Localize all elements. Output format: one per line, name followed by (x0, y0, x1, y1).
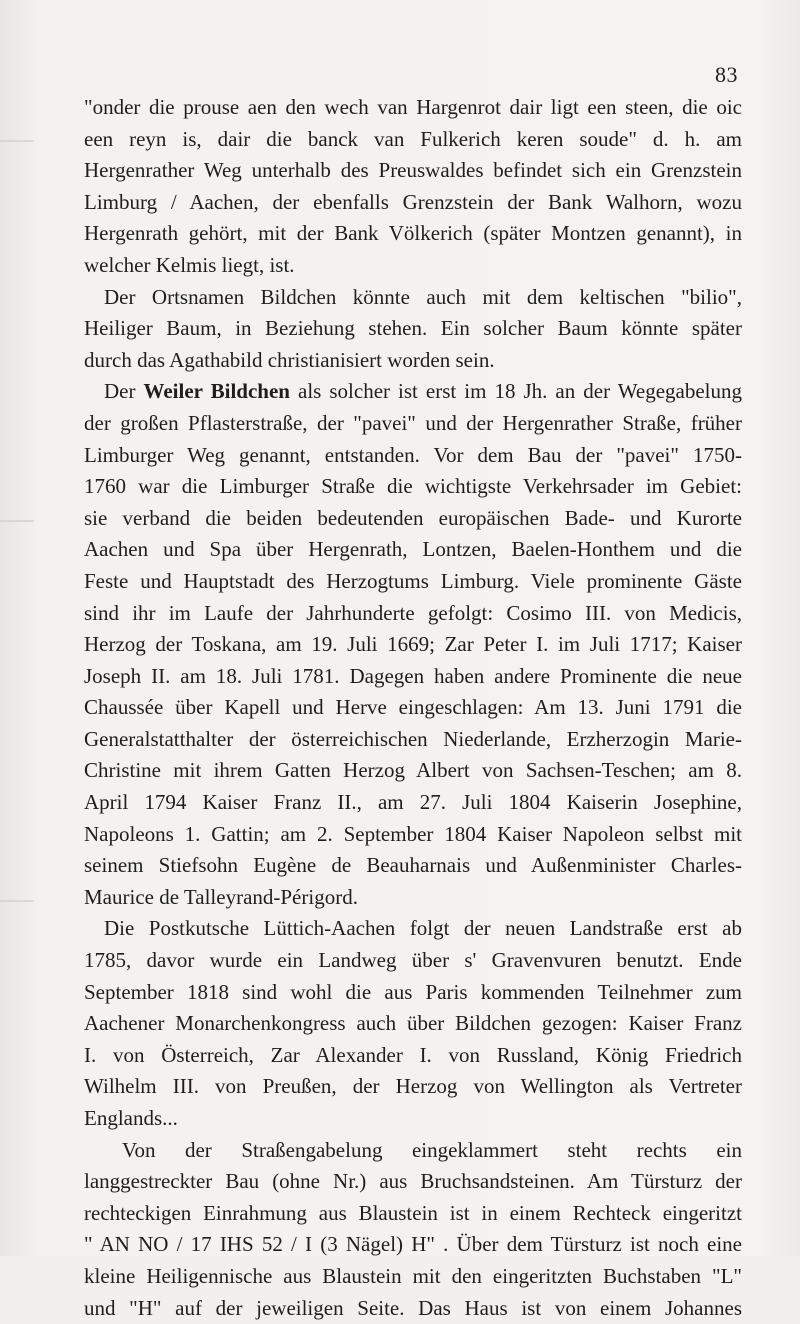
text-run: Der (104, 379, 144, 404)
text-line: " AN NO / 17 IHS 52 / I (3 Nägel) H" . Über dem Türsturz ist noch eine (84, 1232, 742, 1257)
text-line: durch das Agathabild christianisiert worden sein. (84, 347, 495, 372)
text-run: als solcher ist erst im 18 Jh. an der Wegegabelung (290, 379, 742, 404)
bleed-mark (0, 140, 34, 142)
text-line: und "H" auf der jeweiligen Seite. Das Haus ist von einem Johannes (84, 1295, 742, 1320)
text-line: "onder die prouse aen den wech van Hargenrot dair ligt een steen, die oic (84, 95, 742, 119)
text-line: Limburg / Aachen, der ebenfalls Grenzstein der Bank Walhorn, wozu (84, 189, 742, 214)
bleed-mark (0, 520, 34, 522)
text-line: Generalstatthalter der österreichischen Niederlande, Erzherzogin Marie- (84, 726, 742, 751)
bleed-mark (0, 900, 34, 902)
text-line: 1785, davor wurde ein Landweg über s' Gravenvuren benutzt. Ende (84, 948, 742, 973)
paragraph-5 (84, 1135, 742, 1324)
text-line: I. von Österreich, Zar Alexander I. von Russland, König Friedrich (84, 1042, 742, 1067)
text-line: Limburger Weg genannt, entstanden. Vor dem Bau der "pavei" 1750- (84, 442, 742, 467)
text-line: Maurice de Talleyrand-Périgord. (84, 884, 358, 909)
text-line: langgestreckter Bau (ohne Nr.) aus Bruchsandsteinen. Am Türsturz der (84, 1169, 742, 1194)
text-line: Die Postkutsche Lüttich-Aachen folgt der neuen Landstraße erst ab (104, 916, 742, 941)
text-line: Heiliger Baum, in Beziehung stehen. Ein solcher Baum könnte später (84, 316, 742, 341)
text-line: seinem Stiefsohn Eugène de Beauharnais und Außenminister Charles- (84, 853, 742, 878)
text-line: Feste und Hauptstadt des Herzogtums Limburg. Viele prominente Gäste (84, 568, 742, 593)
text-line: Christine mit ihrem Gatten Herzog Albert von Sachsen-Teschen; am 8. (84, 758, 742, 783)
text-line: der großen Pflasterstraße, der "pavei" und der Hergenrather Straße, früher (84, 410, 742, 435)
text-line: Aachen und Spa über Hergenrath, Lontzen, Baelen-Honthem und die (84, 537, 742, 562)
text-line: rechteckigen Einrahmung aus Blaustein ist in einem Rechteck eingeritzt (84, 1200, 742, 1225)
text-line: een reyn is, dair die banck van Fulkerich keren soude" d. h. am (84, 126, 742, 151)
paragraph-4 (84, 913, 742, 1134)
text-line: April 1794 Kaiser Franz II., am 27. Juli 1804 Kaiserin Josephine, (84, 790, 742, 815)
paragraph-2 (84, 282, 742, 377)
bold-term: Weiler Bildchen (143, 379, 290, 404)
text-line: Der Ortsnamen Bildchen könnte auch mit dem keltischen "bilio", (104, 284, 742, 309)
text-line: kleine Heiligennische aus Blaustein mit den eingeritzten Buchstaben "L" (84, 1263, 742, 1288)
text-line: Von der Straßengabelung eingeklammert steht rechts ein (122, 1137, 742, 1162)
text-line: Aachener Monarchenkongress auch über Bildchen gezogen: Kaiser Franz (84, 1011, 742, 1036)
text-line: Joseph II. am 18. Juli 1781. Dagegen haben andere Prominente die neue (84, 663, 742, 688)
text-line: sie verband die beiden bedeutenden europäischen Bade- und Kurorte (84, 505, 742, 530)
text-line: Herzog der Toskana, am 19. Juli 1669; Zar Peter I. im Juli 1717; Kaiser (84, 632, 742, 657)
paragraph-1 (84, 92, 742, 282)
text-line: sind ihr im Laufe der Jahrhunderte gefolgt: Cosimo III. von Medicis, (84, 600, 742, 625)
text-line: September 1818 sind wohl die aus Paris kommenden Teilnehmer zum (84, 979, 742, 1004)
page-number: 83 (715, 62, 738, 87)
paragraph-3 (84, 376, 742, 913)
text-line: 1760 war die Limburger Straße die wichtigste Verkehrsader im Gebiet: (84, 474, 742, 499)
body-text (84, 92, 742, 1324)
text-line: Napoleons 1. Gattin; am 2. September 1804 Kaiser Napoleon selbst mit (84, 821, 742, 846)
text-line: Hergenrather Weg unterhalb des Preuswaldes befindet sich ein Grenzstein (84, 158, 742, 183)
text-line: Englands... (84, 1106, 178, 1130)
text-line: Chaussée über Kapell und Herve eingeschlagen: Am 13. Juni 1791 die (84, 695, 742, 720)
text-line: Hergenrath gehört, mit der Bank Völkerich (später Montzen genannt), in (84, 221, 742, 246)
text-line: welcher Kelmis liegt, ist. (84, 252, 295, 277)
text-line: Wilhelm III. von Preußen, der Herzog von Wellington als Vertreter (84, 1074, 742, 1099)
text-line (84, 376, 742, 408)
